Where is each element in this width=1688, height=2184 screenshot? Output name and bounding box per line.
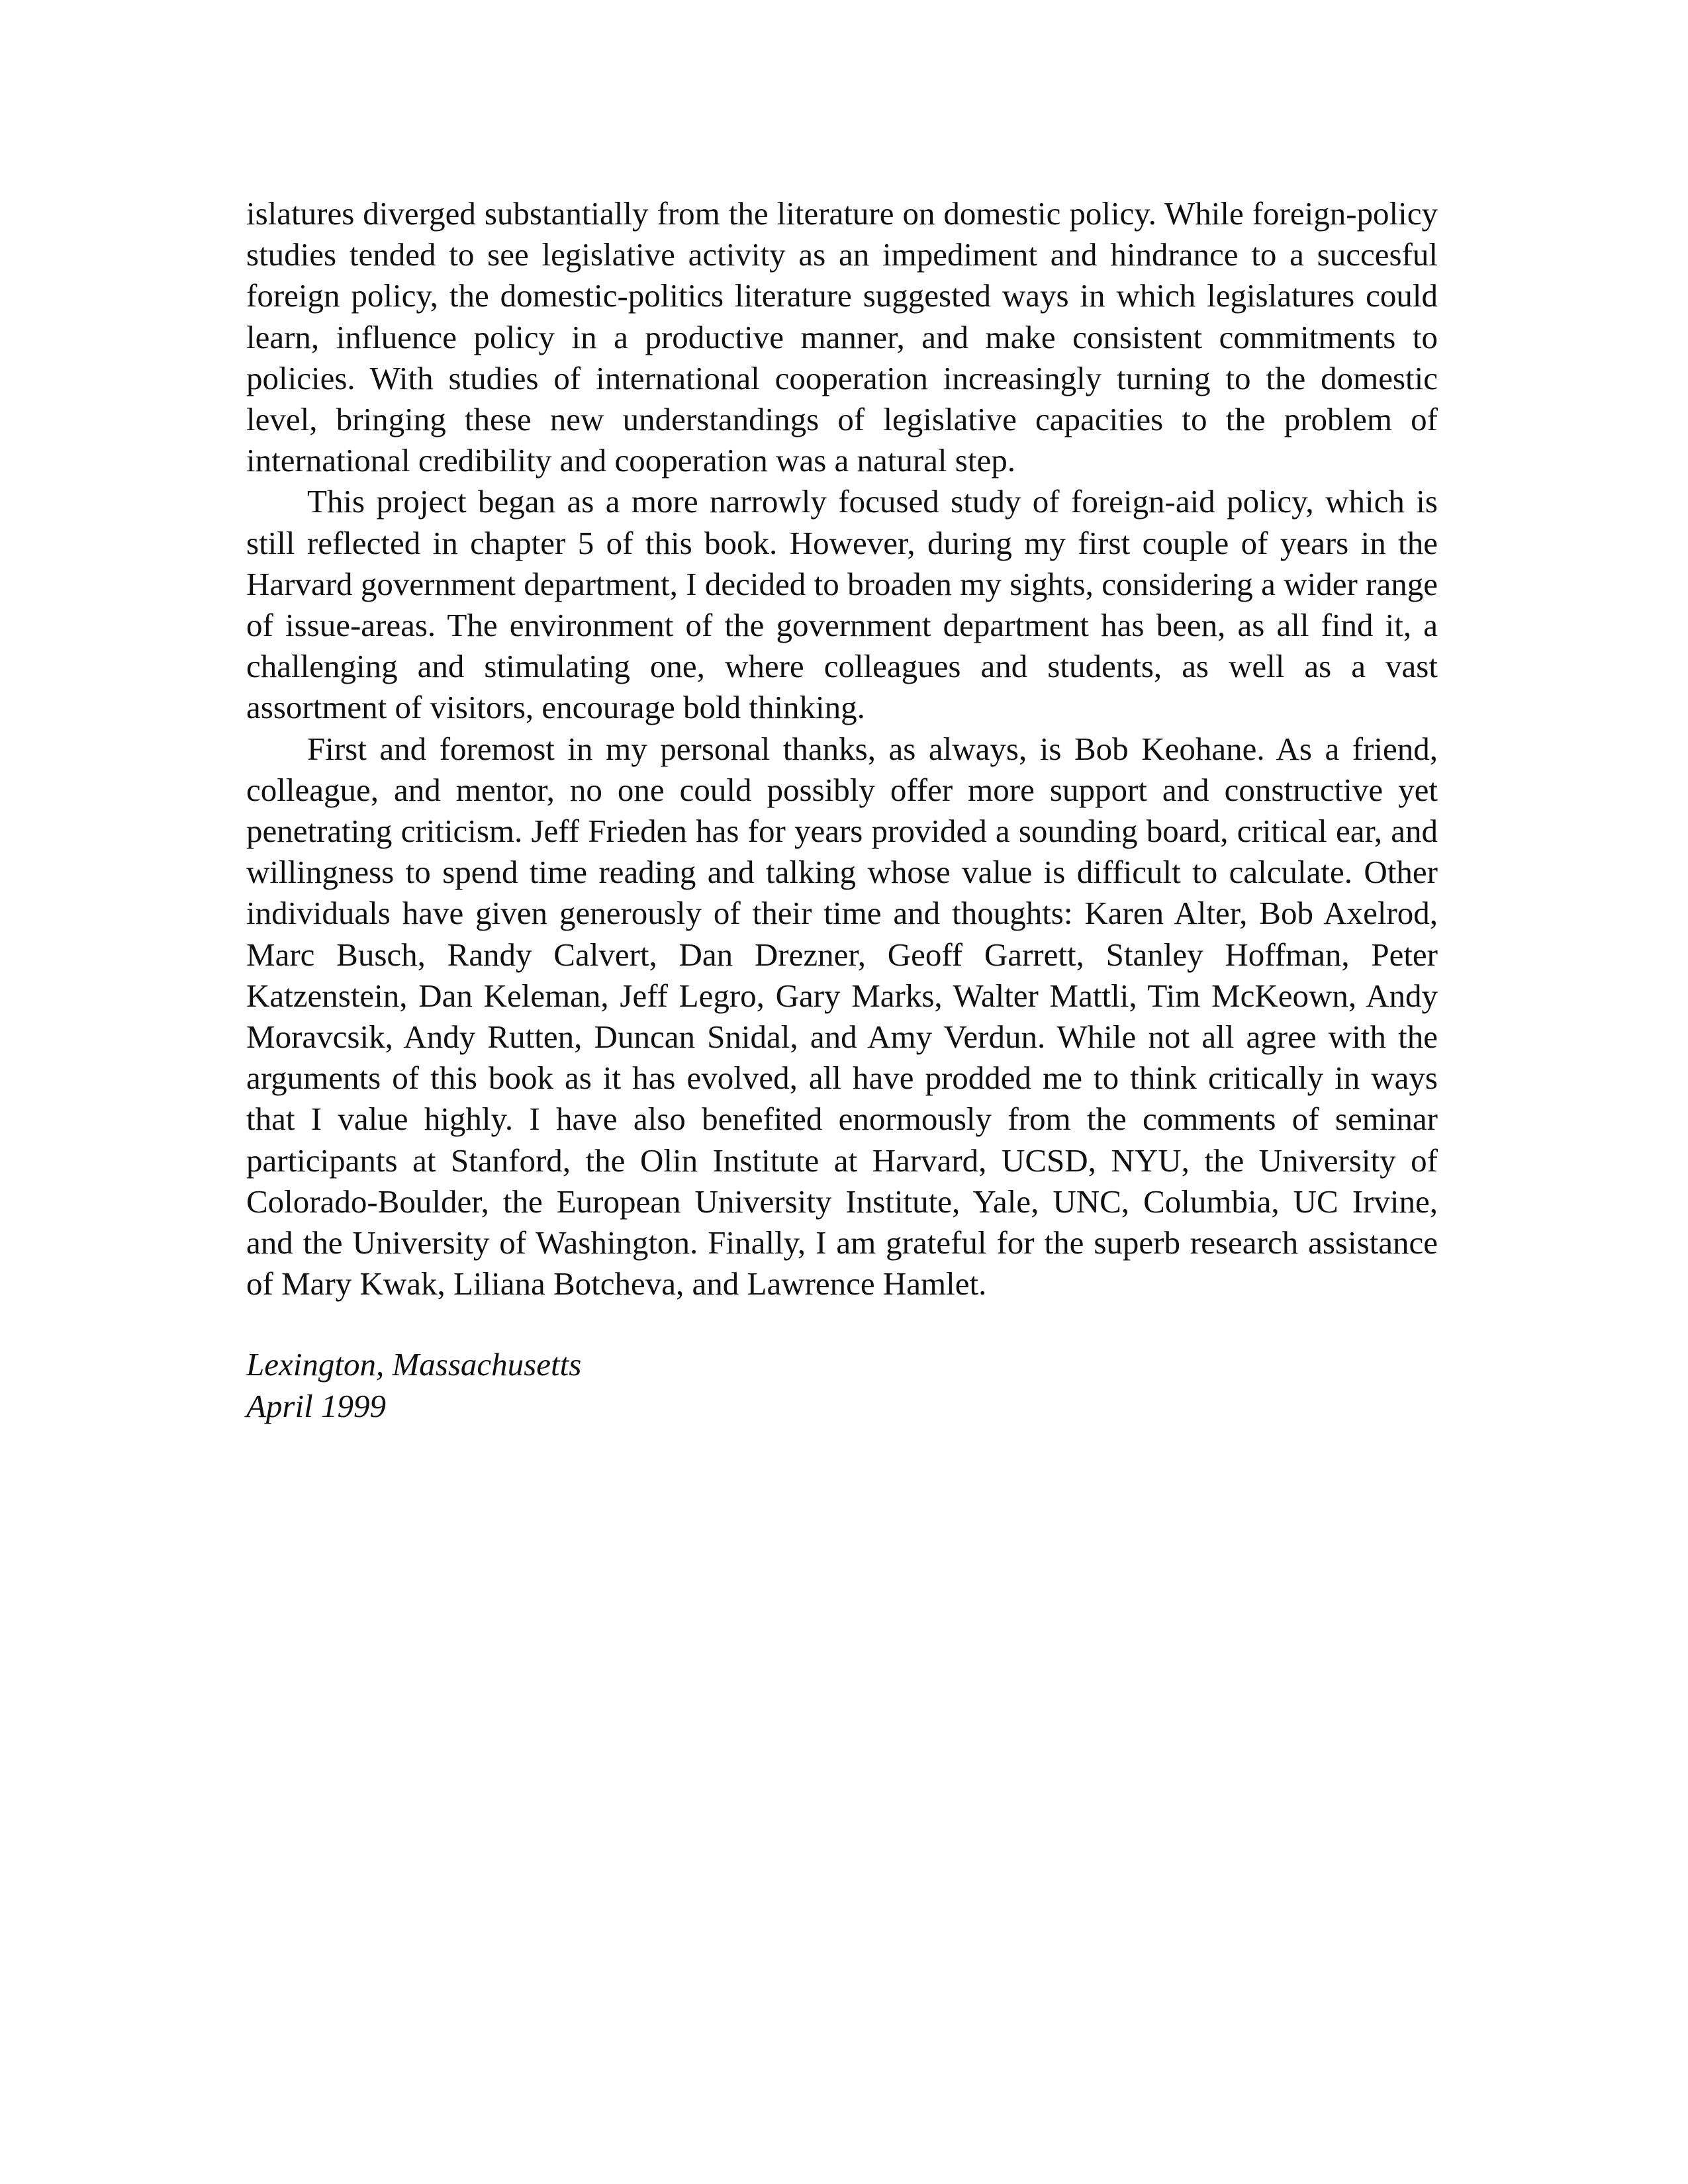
paragraph-acknowledgments: First and foremost in my personal thanks, as always, is Bob Keohane. As a friend, colleague, and mentor, no one could possibly offer more support and constructive yet penetrating criticism. Jeff Frieden has for years provided a sounding board, critical ear, and willingness to spend time reading and talking whose value is difficult to calculate. Other individuals have given generously of their time and thoughts: Karen Alter, Bob Axelrod, Marc Busch, Randy Calvert, Dan Drezner, Geoff Garrett, Stanley Hoffman, Peter Katzenstein, Dan Keleman, Jeff Legro, Gary Marks, Walter Mattli, Tim McKeown, Andy Moravcsik, Andy Rutten, Duncan Snidal, and Amy Verdun. While not all agree with the arguments of this book as it has evolved, all have prodded me to think critically in ways that I value highly. I have also benefited enormously from the comments of seminar participants at Stanford, the Olin Institute at Harvard, UCSD, NYU, the University of Colorado-Boulder, the European University Institute, Yale, UNC, Columbia, UC Irvine, and the University of Washington. Finally, I am grateful for the superb research assistance of Mary Kwak, Liliana Botcheva, and Lawrence Hamlet.: [246, 730, 1438, 1302]
signoff-date: April 1999: [246, 1387, 386, 1424]
signoff: [246, 1344, 1438, 1426]
signoff-place: Lexington, Massachusetts: [246, 1346, 582, 1383]
page-body: [246, 193, 1438, 1427]
paragraph-project-origin: This project began as a more narrowly focused study of foreign-aid policy, which is still reflected in chapter 5 of this book. However, during my first couple of years in the Harvard government department, I decided to broaden my sights, considering a wider range of issue-areas. The environment of the government department has been, as all find it, a challenging and stimulating one, where colleagues and students, as well as a vast assortment of visitors, encourage bold thinking.: [246, 483, 1438, 726]
paragraph-legislatures: islatures diverged substantially from the literature on domestic policy. While foreign-policy studies tended to see legislative activity as an impediment and hindrance to a succesful foreign policy, the domestic-politics literature suggested ways in which legislatures could learn, influence policy in a productive manner, and make consistent commitments to policies. With studies of international cooperation increasingly turning to the domestic level, bringing these new understandings of legislative capacities to the problem of international credibility and cooperation was a natural step.: [246, 195, 1438, 479]
